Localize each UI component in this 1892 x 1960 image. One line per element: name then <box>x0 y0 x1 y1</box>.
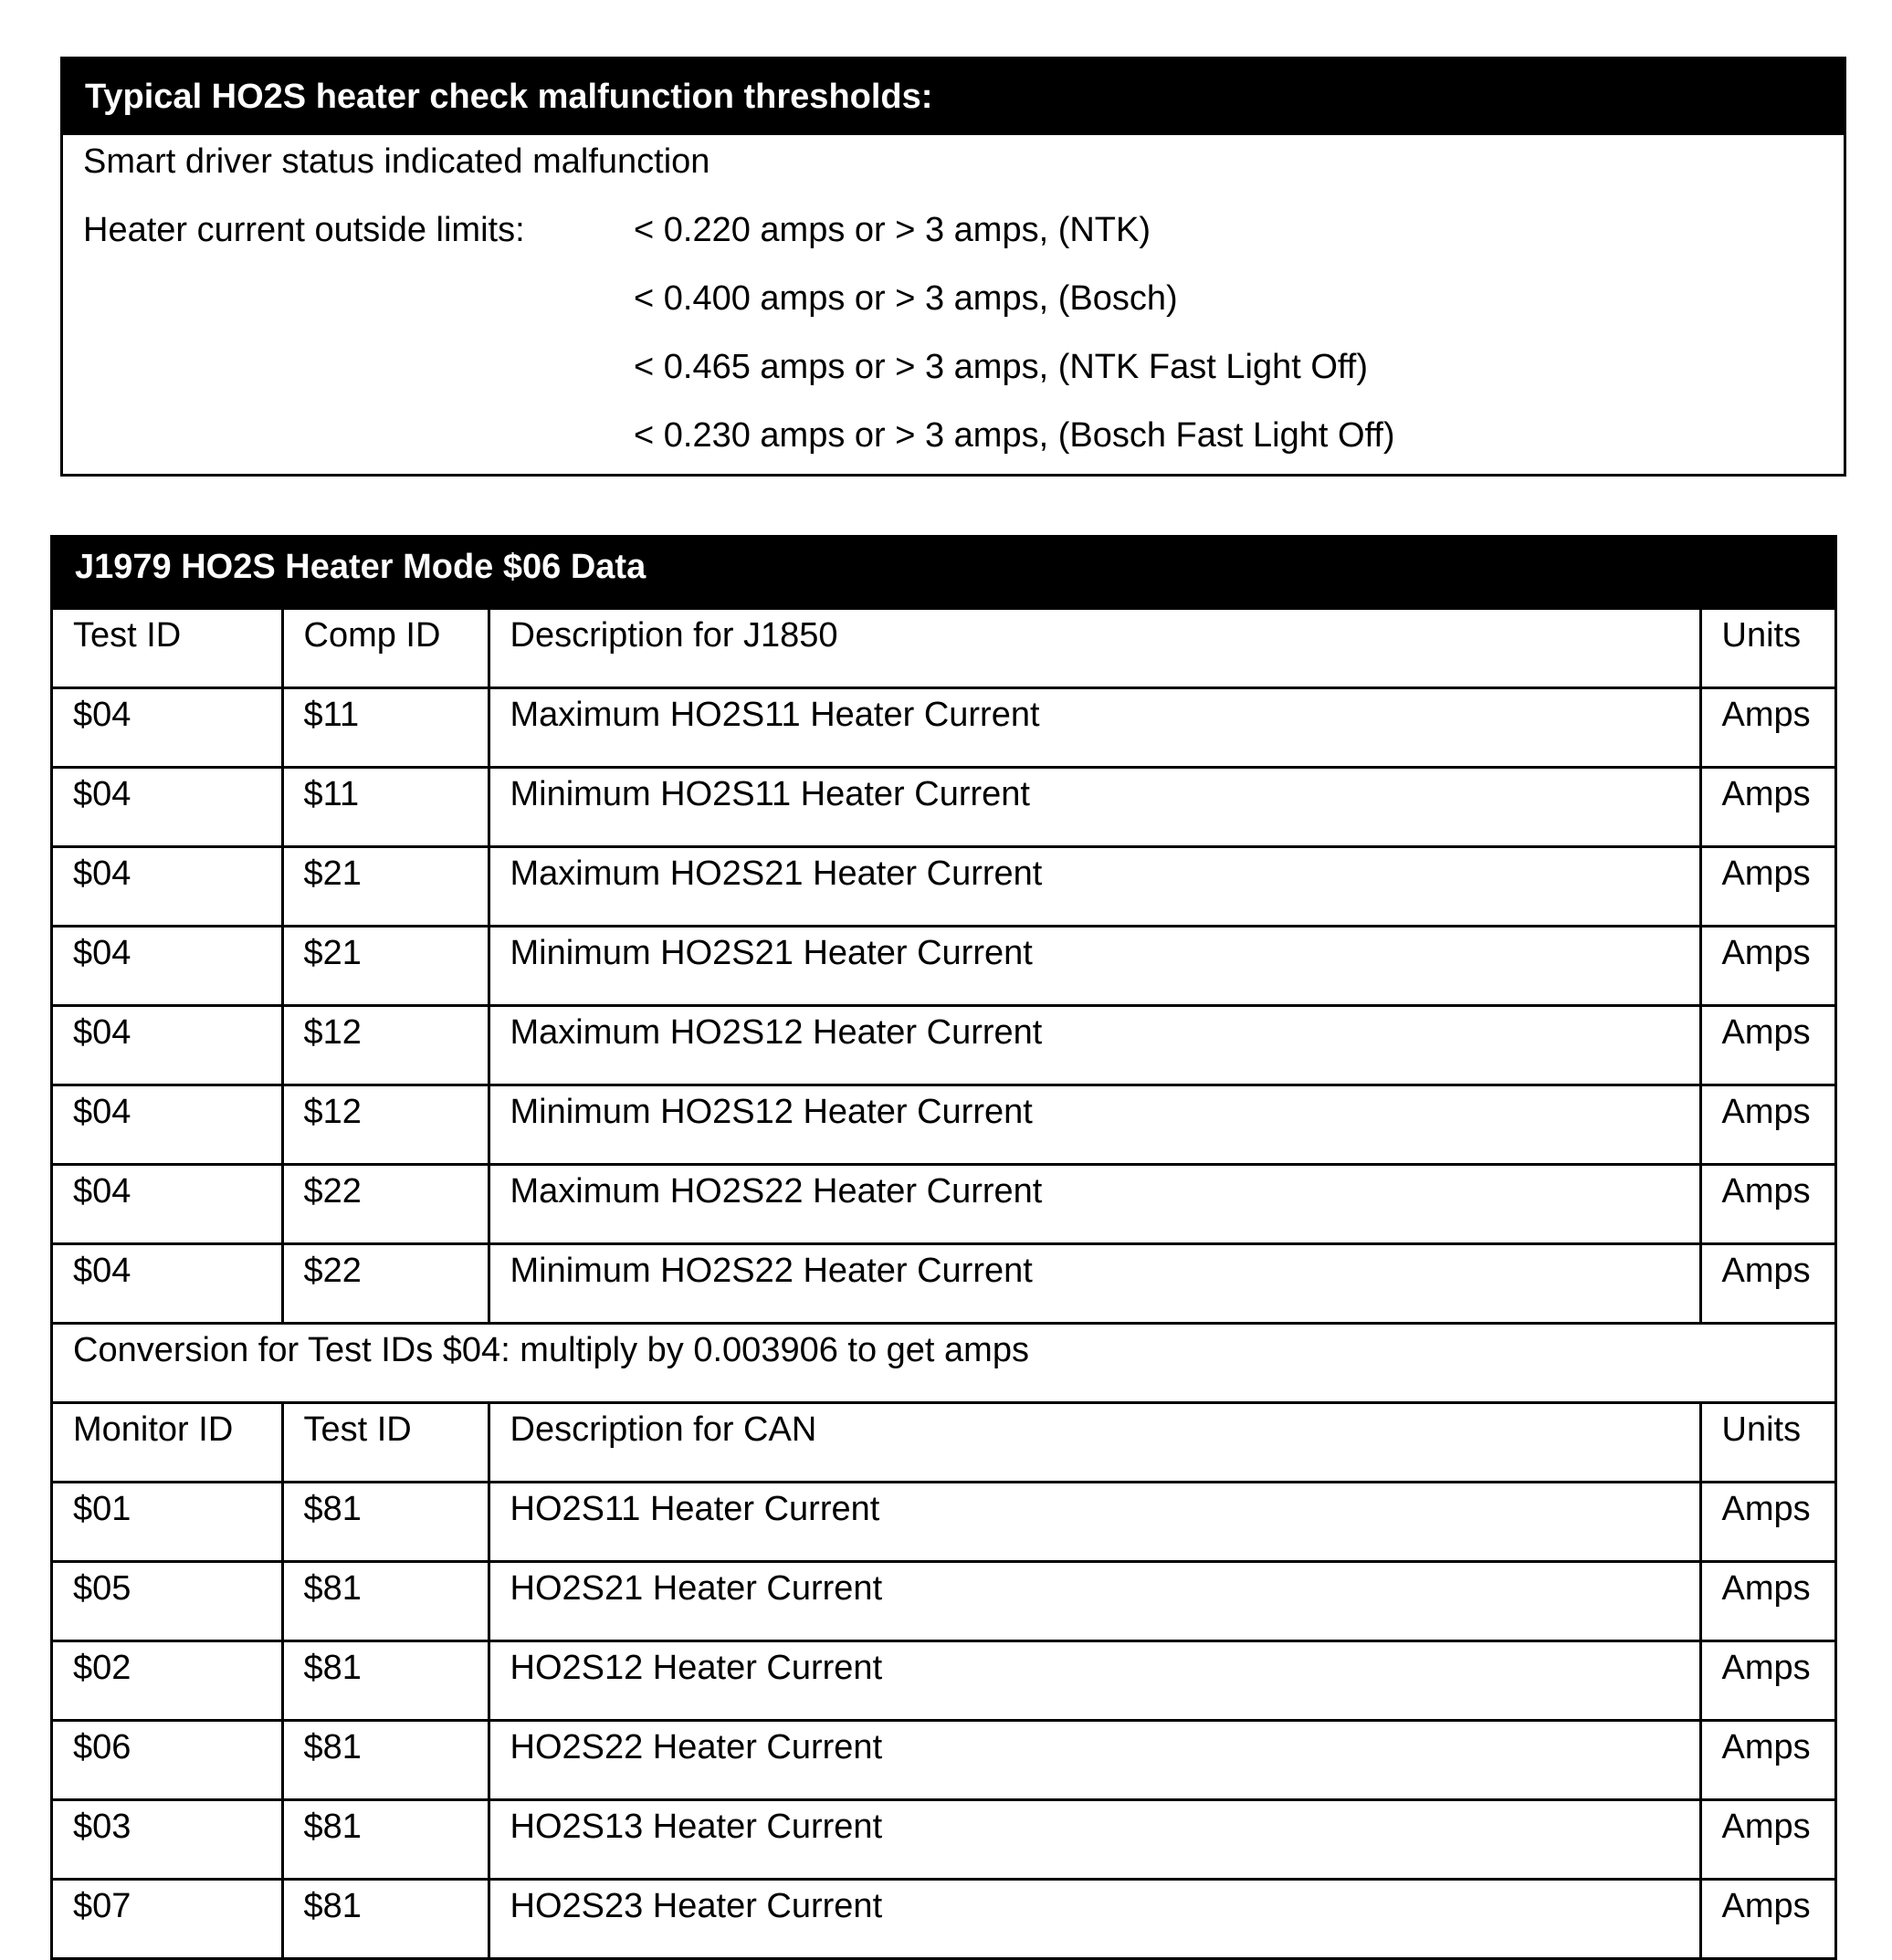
test-id-cell: $81 <box>282 1483 489 1562</box>
monitor-id-cell: $01 <box>53 1483 282 1562</box>
monitor-id-cell: $07 <box>53 1880 282 1958</box>
units-cell: Amps <box>1700 688 1834 768</box>
comp-id-cell: $11 <box>282 768 489 847</box>
column-header: Description for CAN <box>489 1403 1700 1483</box>
units-cell: Amps <box>1700 1721 1834 1800</box>
table-row <box>53 1641 1834 1721</box>
conversion-note: Conversion for Test IDs $04: multiply by 0.003906 to get amps <box>53 1324 1834 1403</box>
description-cell: HO2S13 Heater Current <box>489 1800 1700 1880</box>
limit-ntk-fast-light-off: < 0.465 amps or > 3 amps, (NTK Fast Light Off) <box>634 348 1368 386</box>
column-header: Units <box>1700 610 1834 688</box>
description-cell: Maximum HO2S21 Heater Current <box>489 847 1700 927</box>
description-cell: Minimum HO2S21 Heater Current <box>489 927 1700 1006</box>
units-cell: Amps <box>1700 927 1834 1006</box>
monitor-id-cell: $03 <box>53 1800 282 1880</box>
units-cell: Amps <box>1700 1244 1834 1324</box>
table-row <box>53 1483 1834 1562</box>
units-cell: Amps <box>1700 1483 1834 1562</box>
table-row <box>53 847 1834 927</box>
mode06-title: J1979 HO2S Heater Mode $06 Data <box>53 538 1834 610</box>
units-cell: Amps <box>1700 1165 1834 1244</box>
column-header: Description for J1850 <box>489 610 1700 688</box>
units-cell: Amps <box>1700 1562 1834 1641</box>
table-row <box>53 1562 1834 1641</box>
units-cell: Amps <box>1700 1880 1834 1958</box>
table-row <box>53 1721 1834 1800</box>
description-cell: HO2S23 Heater Current <box>489 1880 1700 1958</box>
heater-current-label: Heater current outside limits: <box>83 211 525 249</box>
test-id-cell: $04 <box>53 1006 282 1085</box>
smart-driver-text: Smart driver status indicated malfunction <box>83 142 710 181</box>
description-cell: Maximum HO2S11 Heater Current <box>489 688 1700 768</box>
comp-id-cell: $21 <box>282 847 489 927</box>
comp-id-cell: $12 <box>282 1085 489 1165</box>
description-cell: HO2S21 Heater Current <box>489 1562 1700 1641</box>
mode06-table <box>53 610 1834 1957</box>
units-cell: Amps <box>1700 768 1834 847</box>
table-row <box>53 1880 1834 1958</box>
units-cell: Amps <box>1700 1800 1834 1880</box>
column-header: Test ID <box>73 616 182 655</box>
table-row <box>53 1006 1834 1085</box>
limit-ntk: < 0.220 amps or > 3 amps, (NTK) <box>634 211 1151 249</box>
thresholds-box <box>60 57 1846 477</box>
comp-id-cell: $22 <box>282 1244 489 1324</box>
test-id-cell: $04 <box>53 768 282 847</box>
description-cell: HO2S22 Heater Current <box>489 1721 1700 1800</box>
table-row <box>53 1085 1834 1165</box>
units-cell: Amps <box>1700 847 1834 927</box>
table-row <box>53 927 1834 1006</box>
table-row <box>53 1800 1834 1880</box>
description-cell: Maximum HO2S12 Heater Current <box>489 1006 1700 1085</box>
column-header: Test ID <box>282 1403 489 1483</box>
thresholds-title: Typical HO2S heater check malfunction thresholds: <box>63 59 1844 135</box>
description-cell: Minimum HO2S12 Heater Current <box>489 1085 1700 1165</box>
test-id-cell: $04 <box>53 1085 282 1165</box>
monitor-id-cell: $06 <box>53 1721 282 1800</box>
mode06-box <box>50 535 1837 1960</box>
comp-id-cell: $22 <box>282 1165 489 1244</box>
limit-bosch-fast-light-off: < 0.230 amps or > 3 amps, (Bosch Fast Light Off) <box>634 416 1395 455</box>
test-id-cell: $81 <box>282 1800 489 1880</box>
description-cell: HO2S11 Heater Current <box>489 1483 1700 1562</box>
description-cell: Maximum HO2S22 Heater Current <box>489 1165 1700 1244</box>
conversion-row <box>53 1324 1834 1403</box>
test-id-cell: $04 <box>53 1165 282 1244</box>
column-header: Monitor ID <box>53 1403 282 1483</box>
test-id-cell: $04 <box>53 847 282 927</box>
comp-id-cell: $11 <box>282 688 489 768</box>
column-header: Units <box>1700 1403 1834 1483</box>
comp-id-cell: $21 <box>282 927 489 1006</box>
monitor-id-cell: $02 <box>53 1641 282 1721</box>
column-header: Comp ID <box>282 610 489 688</box>
table-row <box>53 1244 1834 1324</box>
j1850-header-row <box>53 610 1834 688</box>
monitor-id-cell: $05 <box>53 1562 282 1641</box>
table-row <box>53 1165 1834 1244</box>
units-cell: Amps <box>1700 1085 1834 1165</box>
test-id-cell: $04 <box>53 927 282 1006</box>
test-id-cell: $81 <box>282 1721 489 1800</box>
table-row <box>53 768 1834 847</box>
units-cell: Amps <box>1700 1006 1834 1085</box>
test-id-cell: $81 <box>282 1880 489 1958</box>
limit-bosch: < 0.400 amps or > 3 amps, (Bosch) <box>634 279 1178 318</box>
description-cell: HO2S12 Heater Current <box>489 1641 1700 1721</box>
comp-id-cell: $12 <box>282 1006 489 1085</box>
can-header-row <box>53 1403 1834 1483</box>
test-id-cell: $81 <box>282 1641 489 1721</box>
test-id-cell: $04 <box>53 688 282 768</box>
units-cell: Amps <box>1700 1641 1834 1721</box>
description-cell: Minimum HO2S11 Heater Current <box>489 768 1700 847</box>
test-id-cell: $04 <box>53 1244 282 1324</box>
description-cell: Minimum HO2S22 Heater Current <box>489 1244 1700 1324</box>
test-id-cell: $81 <box>282 1562 489 1641</box>
table-row <box>53 688 1834 768</box>
